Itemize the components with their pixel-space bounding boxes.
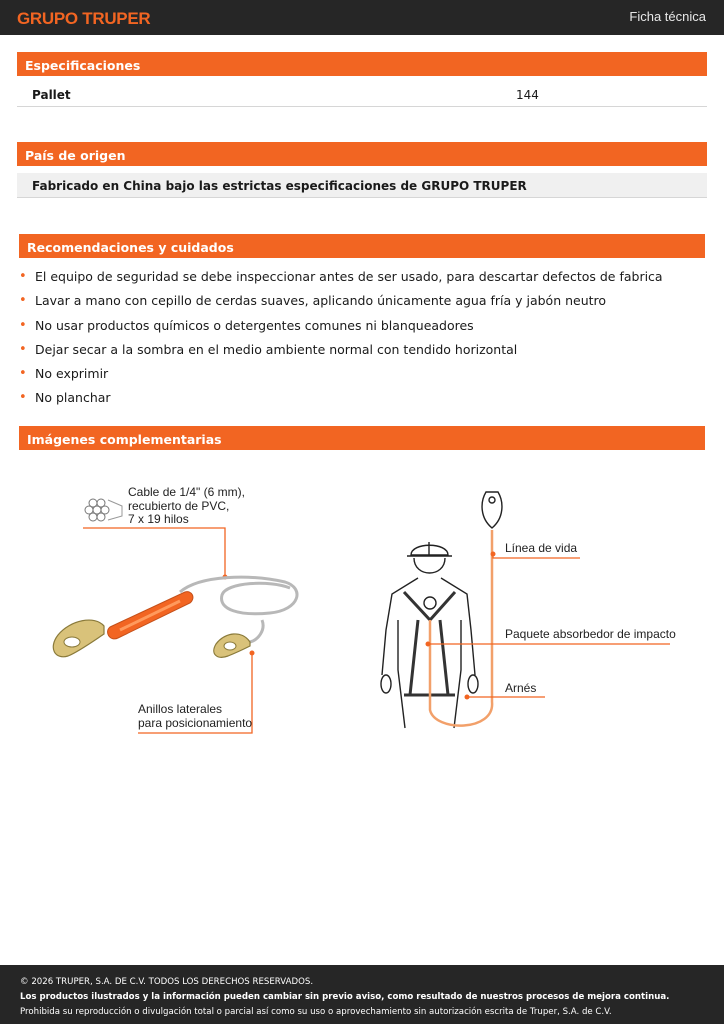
brand-logo: GRUPO TRUPER: [17, 9, 151, 28]
footer-legal: Prohibida su reproducción o divulgación total o parcial así como su uso o aprovechamiento sin autorización escrita de Truper, S.A. de C.V.: [20, 1007, 612, 1017]
bullet-icon: •: [19, 317, 27, 333]
origin-section-header: País de origen: [17, 142, 707, 166]
recommendations-section-header: Recomendaciones y cuidados: [19, 234, 705, 258]
harness-label: Arnés: [505, 681, 537, 695]
list-item: • El equipo de seguridad se debe inspeccionar antes de ser usado, para descartar defectos de fabrica: [19, 269, 663, 284]
cable-label-3: 7 x 19 hilos: [128, 512, 189, 526]
footer-notice: Los productos ilustrados y la información pueden cambiar sin previo aviso, como resultado de nuestros procesos de mejora continua.: [20, 992, 670, 1002]
bullet-icon: •: [19, 341, 27, 357]
bullet-icon: •: [19, 293, 27, 309]
rings-label-1: Anillos laterales: [138, 702, 223, 716]
images-section-header: Imágenes complementarias: [19, 426, 705, 450]
list-item: • No usar productos químicos o detergentes comunes ni blanqueadores: [19, 317, 474, 333]
list-item: • No exprimir: [19, 366, 109, 382]
bullet-icon: •: [19, 366, 27, 382]
bullet-icon: •: [19, 269, 27, 284]
absorber-label: Paquete absorbedor de impacto: [505, 627, 676, 641]
list-item: • Dejar secar a la sombra en el medio ambiente normal con tendido horizontal: [19, 341, 518, 357]
rings-label-2: para posicionamiento: [138, 716, 253, 730]
lifeline-label: Línea de vida: [505, 541, 578, 555]
recommendations-list: [19, 268, 709, 414]
specs-section-header: Especificaciones: [17, 52, 707, 76]
footer-copyright: © 2026 TRUPER, S.A. DE C.V. TODOS LOS DERECHOS RESERVADOS.: [20, 977, 314, 987]
harness-callouts: [426, 541, 677, 700]
origin-text: Fabricado en China bajo las estrictas especificaciones de GRUPO TRUPER: [17, 173, 707, 198]
cable-label-1: Cable de 1/4" (6 mm),: [128, 485, 245, 499]
list-item: • Lavar a mano con cepillo de cerdas suaves, aplicando únicamente agua fría y jabón neutro: [19, 293, 607, 309]
spec-value: 144: [516, 88, 539, 102]
spec-row: [17, 83, 707, 107]
list-item: • No planchar: [19, 390, 111, 406]
bullet-icon: •: [19, 390, 27, 406]
cable-label-2: recubierto de PVC,: [128, 499, 230, 513]
product-illustration: [0, 470, 724, 750]
cable-section-icon: [85, 499, 122, 521]
harness-illustration: [381, 492, 502, 728]
document-type: Ficha técnica: [629, 9, 706, 24]
spec-label: Pallet: [32, 88, 71, 102]
top-bar: [0, 0, 724, 35]
footer: [0, 965, 724, 1024]
lanyard-illustration: [53, 485, 297, 733]
